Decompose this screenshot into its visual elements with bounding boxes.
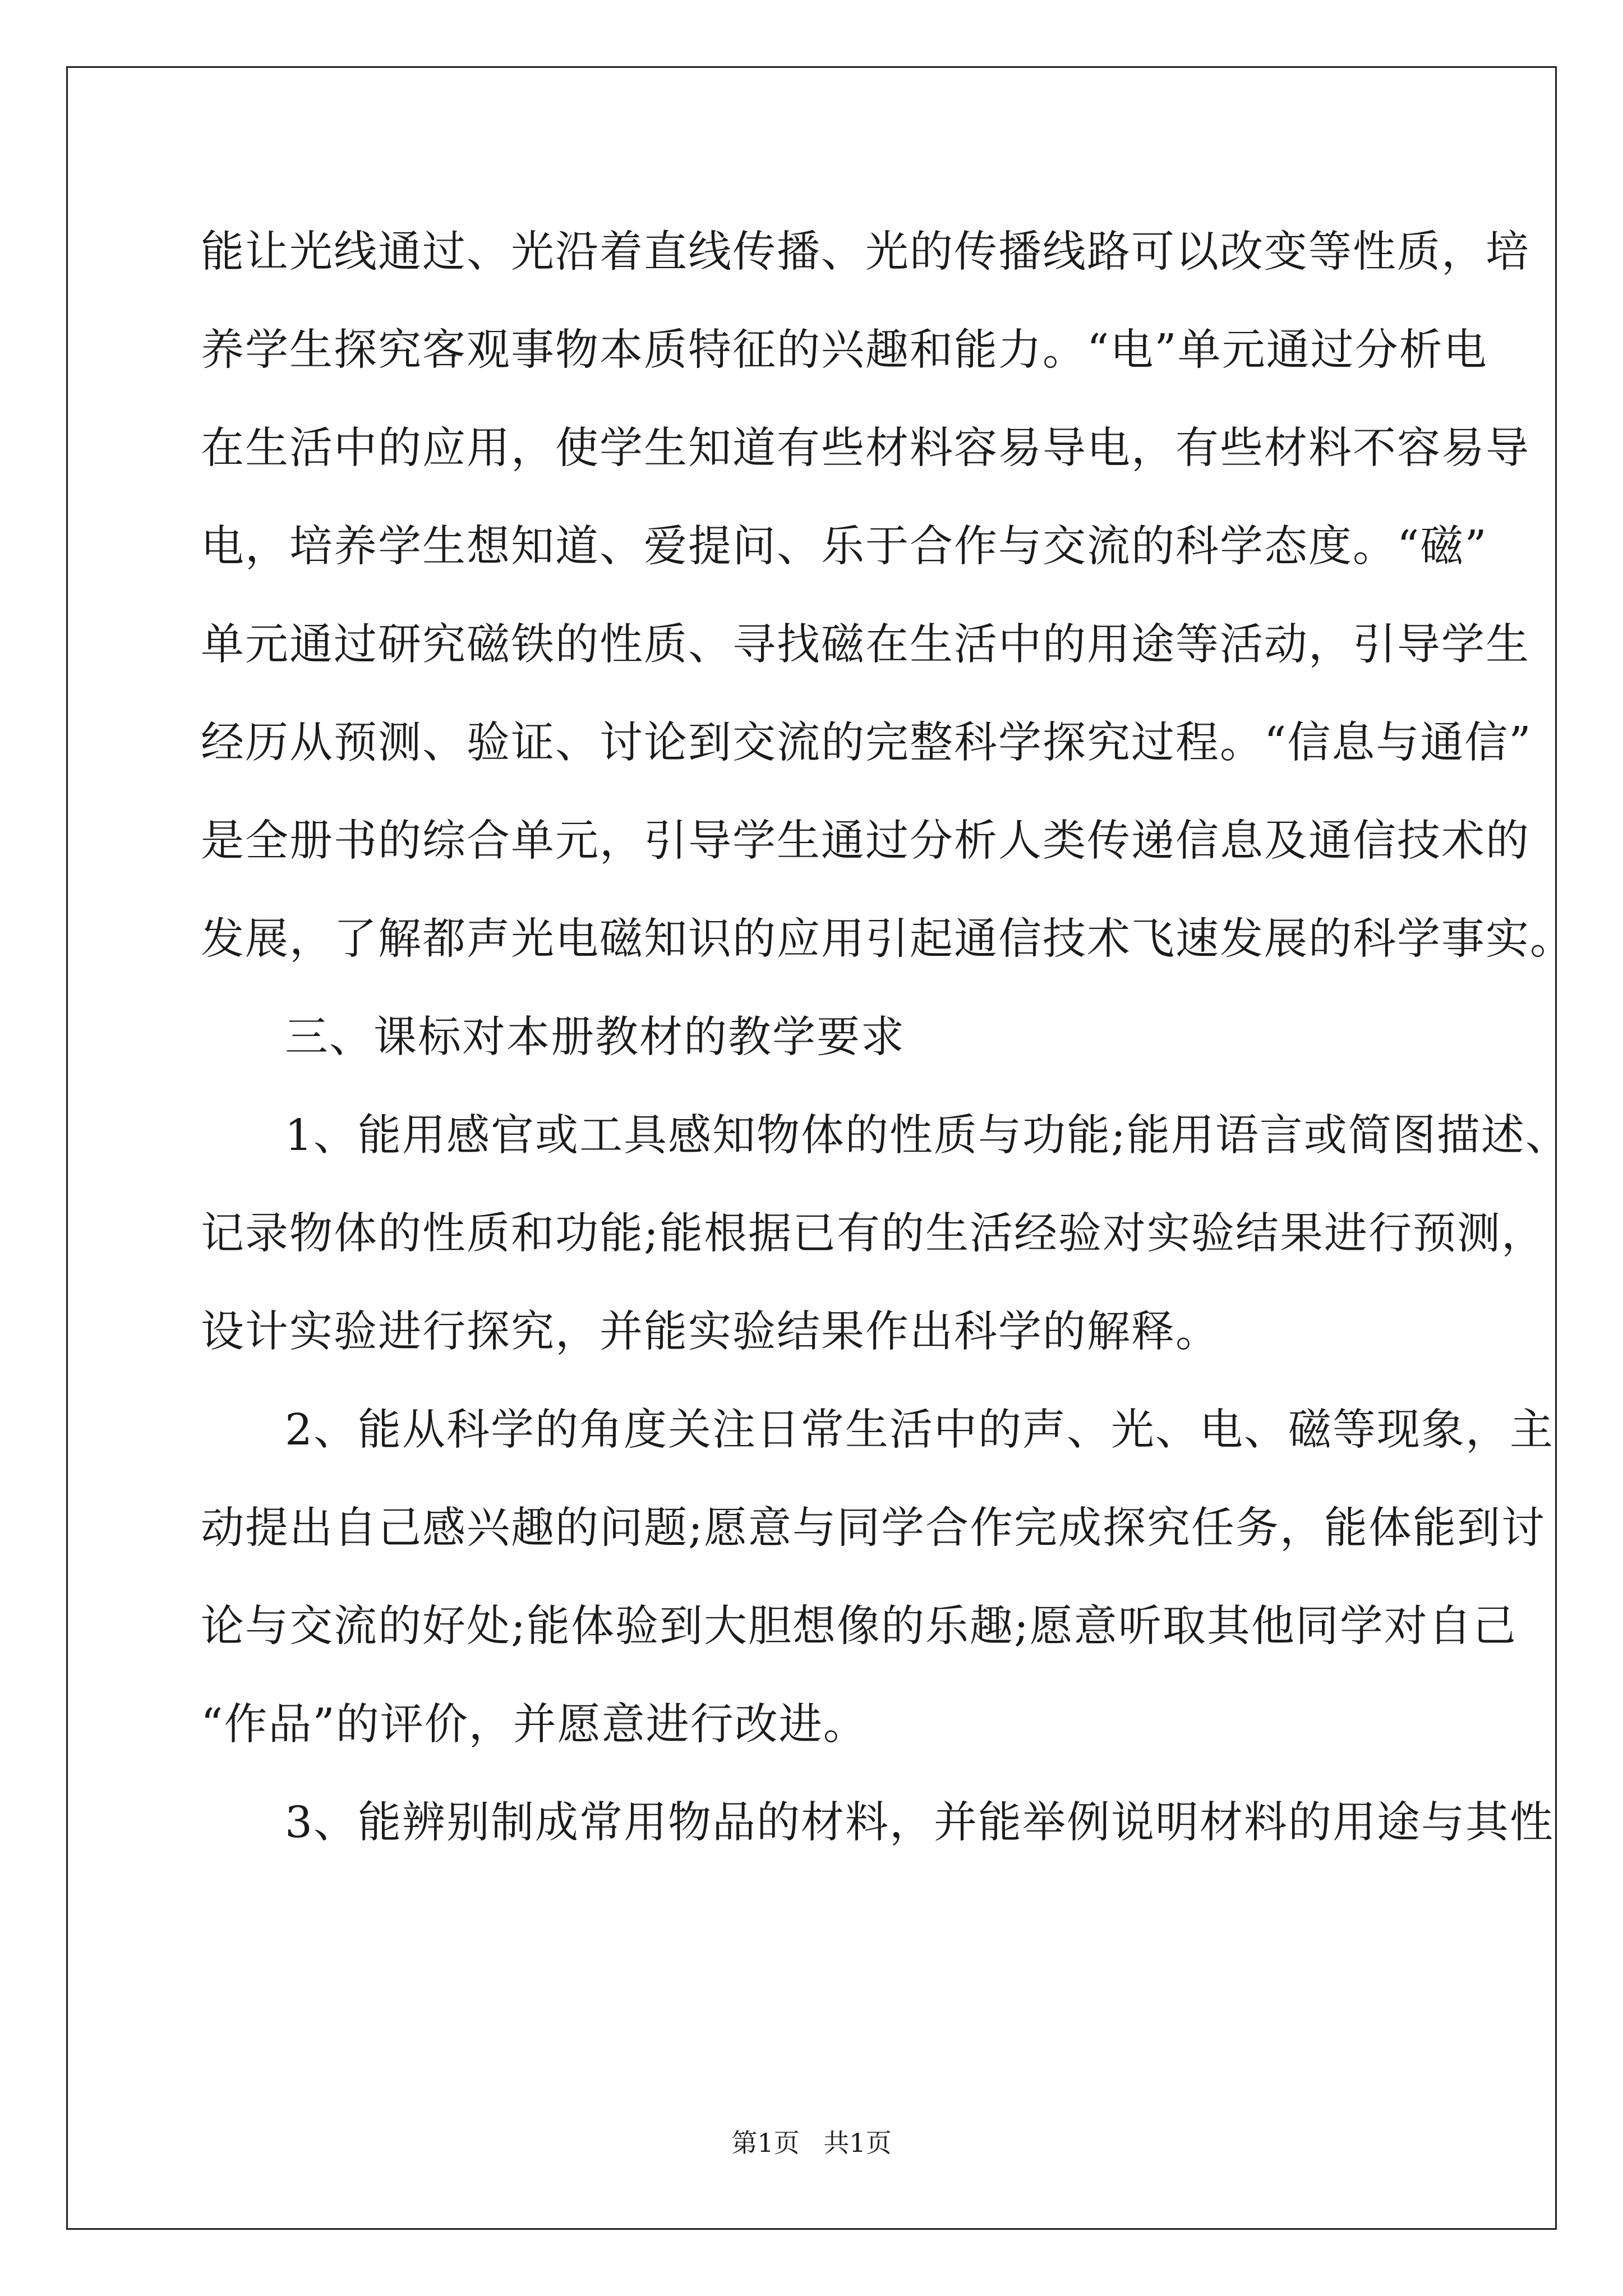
text-line-8: 发展，了解都声光电磁知识的应用引起通信技术飞速发展的科学事实。: [201, 914, 1574, 964]
page-number: 第1页: [731, 2128, 800, 2158]
text-line-17: 3、能辨别制成常用物品的材料，并能举例说明材料的用途与其性: [285, 1798, 1554, 1848]
text-line-3: 在生活中的应用，使学生知道有些材料容易导电，有些材料不容易导: [201, 424, 1530, 473]
text-line-7: 是全册书的综合单元，引导学生通过分析人类传递信息及通信技术的: [201, 816, 1530, 866]
text-line-10: 1、能用感官或工具感知物体的性质与功能;能用语言或简图描述、: [285, 1111, 1570, 1161]
text-line-2: 养学生探究客观事物本质特征的兴趣和能力。“电”单元通过分析电: [201, 325, 1488, 375]
text-line-14: 动提出自己感兴趣的问题;愿意与同学合作完成探究任务，能体能到讨: [201, 1503, 1546, 1553]
text-line-12: 设计实验进行探究，并能实验结果作出科学的解释。: [201, 1307, 1220, 1357]
text-line-11: 记录物体的性质和功能;能根据已有的生活经验对实验结果进行预测，: [201, 1209, 1546, 1259]
text-line-13: 2、能从科学的角度关注日常生活中的声、光、电、磁等现象，主: [285, 1405, 1554, 1455]
text-line-15: 论与交流的好处;能体验到大胆想像的乐趣;愿意听取其他同学对自己: [201, 1602, 1517, 1651]
page-footer: [0, 2126, 1623, 2160]
text-line-16: “作品”的评价，并愿意进行改进。: [201, 1700, 868, 1750]
text-line-6: 经历从预测、验证、讨论到交流的完整科学探究过程。“信息与通信”: [201, 718, 1532, 768]
text-line-5: 单元通过研究磁铁的性质、寻找磁在生活中的用途等活动，引导学生: [201, 620, 1530, 670]
text-line-1: 能让光线通过、光沿着直线传播、光的传播线路可以改变等性质，培: [201, 227, 1530, 277]
section-heading: 三、课标对本册教材的教学要求: [285, 1013, 905, 1062]
page-total: 共1页: [823, 2128, 892, 2158]
text-line-4: 电，培养学生想知道、爱提问、乐于合作与交流的科学态度。“磁”: [201, 522, 1488, 572]
